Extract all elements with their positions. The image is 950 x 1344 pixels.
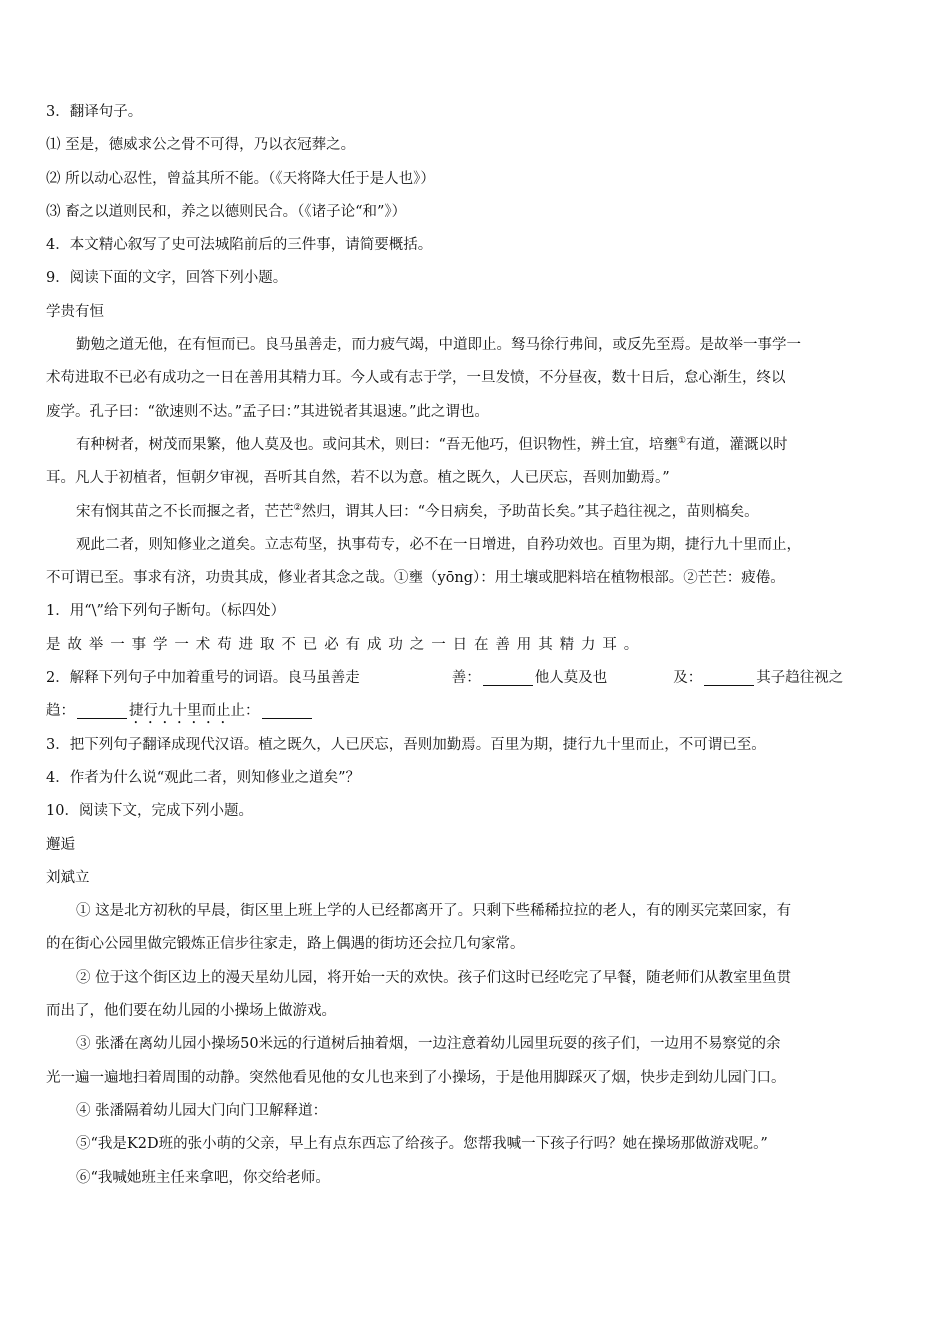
text-span: 及： (673, 670, 703, 687)
question-4: 4．本文精心叙写了史可法城陷前后的三件事，请简要概括。 (46, 237, 433, 254)
section-9-heading: 9．阅读下面的文字，回答下列小题。 (46, 270, 288, 287)
sub-question-1: 1．用“\”给下列句子断句。（标四处） (46, 603, 286, 620)
text-span: 其子趋往视之 (756, 670, 844, 687)
answer-blank[interactable] (483, 665, 533, 686)
sub-question-4: 4．作者为什么说“观此二者，则知修业之道矣”？ (46, 769, 361, 786)
story-paragraph: ⑤“我是K2D班的张小萌的父亲，早上有点东西忘了给孩子。您帮我喊一下孩子行吗？她在操场那做游戏呢。” (76, 1136, 768, 1153)
answer-blank[interactable] (77, 698, 127, 719)
text-span: 2．解释下列句子中加着重号的词语。良马虽善走 (46, 670, 360, 687)
story-paragraph: ⑥“我喊她班主任来拿吧，你交给老师。 (76, 1169, 330, 1186)
footnote-mark: ② (293, 502, 302, 513)
text-span: 善： (451, 670, 481, 687)
answer-blank[interactable] (262, 698, 312, 719)
punctuation-sentence: 是故举一事学一术苟进取不已必有成功之一日在善用其精力耳。 (46, 636, 646, 653)
sub-question-2-cont (46, 695, 904, 728)
text-span: 他人莫及也 (534, 670, 608, 687)
story-paragraph: ④ 张潘隔着幼儿园大门向门卫解释道： (76, 1102, 328, 1119)
story-paragraph: ① 这是北方初秋的早晨，街区里上班上学的人已经都离开了。只剩下些稀稀拉拉的老人，有的刚买完菜回家，有 (76, 903, 792, 920)
sub-question-2 (46, 662, 904, 695)
translate-sentence-2: ⑵ 所以动心忍性，曾益其所不能。（《天将降大任于是人也》） (46, 170, 435, 187)
footnote-mark: ① (677, 436, 686, 447)
text-span: 止： (230, 703, 260, 720)
story-author: 刘斌立 (46, 869, 90, 886)
sub-question-3: 3．把下列句子翻译成现代汉语。植之既久，人已厌忘，吾则加勤焉。百里为期，捷行九十里而止，不可谓已至。 (46, 736, 766, 753)
paragraph-line: 观此二者，则知修业之道矣。立志苟坚，执事苟专，必不在一日增进，自矜功效也。百里为期，捷行九十里而止， (76, 536, 801, 553)
text-span: 然归，谓其人曰：“今日病矣，予助苗长矣。”其子趋往视之，苗则槁矣。 (301, 503, 759, 520)
story-paragraph: ③ 张潘在离幼儿园小操场50米远的行道树后抽着烟，一边注意着幼儿园里玩耍的孩子们，一边用不易察觉的余 (76, 1036, 781, 1053)
translate-sentence-1: ⑴ 至是，德威求公之骨不可得，乃以衣冠葬之。 (46, 137, 356, 154)
paragraph-line: 耳。凡人于初植者，恒朝夕审视，吾听其自然，若不以为意。植之既久，人已厌忘，吾则加勤焉。” (46, 470, 670, 487)
story-paragraph: 的在街心公园里做完锻炼正信步往家走，路上偶遇的街坊还会拉几句家常。 (46, 936, 525, 953)
paragraph-line: 废学。孔子曰：“欲速则不达。”孟子曰：”其进锐者其退速。”此之谓也。 (46, 403, 489, 420)
paragraph-line (46, 496, 904, 529)
question-3-heading: 3．翻译句子。 (46, 104, 143, 120)
text-span: 趋： (46, 703, 75, 720)
story-paragraph: ② 位于这个街区边上的漫天星幼儿园，将开始一天的欢快。孩子们这时已经吃完了早餐，随老师们从教室里鱼贯 (76, 969, 792, 986)
story-paragraph: 而出了，他们要在幼儿园的小操场上做游戏。 (46, 1003, 336, 1020)
paragraph-line: 勤勉之道无他，在有恒而已。良马虽善走，而力疲气竭，中道即止。驽马徐行弗间，或反先至焉。是故举一事学一 (76, 337, 801, 354)
paragraph-line (46, 429, 904, 462)
emphasized-text: 捷行九十里而止 (129, 703, 231, 720)
paragraph-line: 术苟进取不已必有成功之一日在善用其精力耳。今人或有志于学，一旦发愤，不分昼夜，数十日后，怠心渐生，终以 (46, 370, 786, 387)
translate-sentence-3: ⑶ 畜之以道则民和，养之以德则民合。（《诸子论“和”》） (46, 203, 407, 220)
text-span: 宋有悯其苗之不长而揠之者，芒芒 (76, 503, 294, 520)
text-span: 有种树者，树茂而果繁，他人莫及也。或问其术，则曰：“吾无他巧，但识物性，辨土宜，培壅 (76, 436, 678, 453)
section-10-heading: 10．阅读下文，完成下列小题。 (46, 803, 253, 820)
story-title: 邂逅 (46, 836, 75, 853)
text-span: 有道，灌溉以时 (686, 436, 788, 453)
story-paragraph: 光一遍一遍地扫着周围的动静。突然他看见他的女儿也来到了小操场，于是他用脚踩灭了烟，快步走到幼儿园门口。 (46, 1069, 786, 1086)
answer-blank[interactable] (704, 665, 754, 686)
article-title: 学贵有恒 (46, 303, 104, 320)
paragraph-line: 不可谓已至。事求有济，功贵其成，修业者其念之哉。①壅（yōng）：用土壤或肥料培在植物根部。②芒芒：疲倦。 (46, 570, 785, 587)
